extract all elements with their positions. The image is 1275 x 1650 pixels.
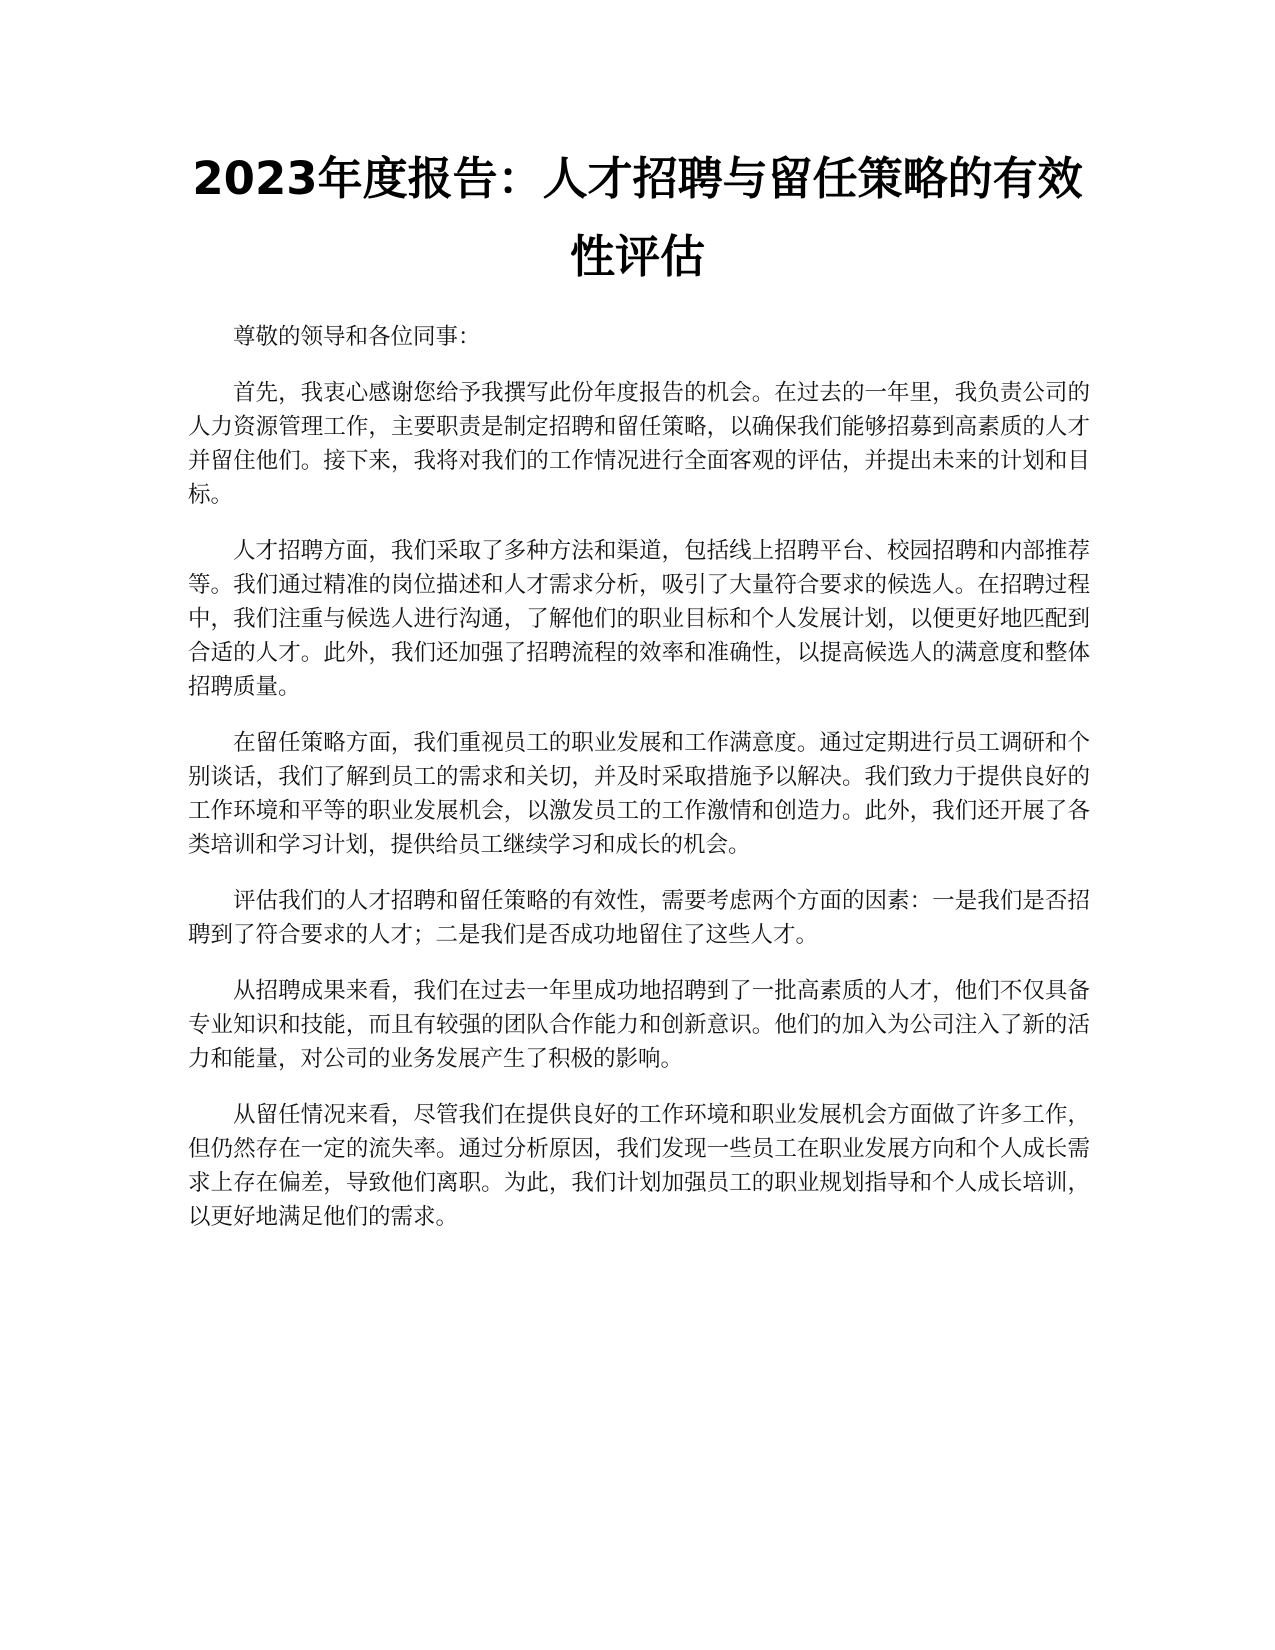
salutation: 尊敬的领导和各位同事： (233, 324, 481, 350)
paragraph-retention: 在留任策略方面，我们重视员工的职业发展和工作满意度。通过定期进行员工调研和个别谈话，我们了解到员工的需求和关切，并及时采取措施予以解决。我们致力于提供良好的工作环境和平等的职业发展机会，以激发员工的工作激情和创造力。此外，我们还开展了各类培训和学习计划，提供给员工继续学习和成长的机会。 (188, 730, 1090, 858)
paragraph-recruitment: 人才招聘方面，我们采取了多种方法和渠道，包括线上招聘平台、校园招聘和内部推荐等。我们通过精准的岗位描述和人才需求分析，吸引了大量符合要求的候选人。在招聘过程中，我们注重与候选人进行沟通，了解他们的职业目标和个人发展计划，以便更好地匹配到合适的人才。此外，我们还加强了招聘流程的效率和准确性，以提高候选人的满意度和整体招聘质量。 (188, 538, 1090, 700)
document-body (188, 320, 1090, 1256)
title-line-2: 性评估 (569, 230, 705, 283)
paragraph-introduction: 首先，我衷心感谢您给予我撰写此份年度报告的机会。在过去的一年里，我负责公司的人力资源管理工作，主要职责是制定招聘和留任策略，以确保我们能够招募到高素质的人才并留住他们。接下来，我将对我们的工作情况进行全面客观的评估，并提出未来的计划和目标。 (188, 380, 1090, 508)
paragraph-evaluation: 评估我们的人才招聘和留任策略的有效性，需要考虑两个方面的因素：一是我们是否招聘到了符合要求的人才；二是我们是否成功地留住了这些人才。 (188, 888, 1090, 948)
paragraph-retention-results: 从留任情况来看，尽管我们在提供良好的工作环境和职业发展机会方面做了许多工作，但仍然存在一定的流失率。通过分析原因，我们发现一些员工在职业发展方向和个人成长需求上存在偏差，导致他们离职。为此，我们计划加强员工的职业规划指导和个人成长培训，以更好地满足他们的需求。 (188, 1102, 1090, 1230)
document-title (170, 140, 1105, 296)
title-line-1: 2023年度报告：人才招聘与留任策略的有效 (192, 152, 1083, 205)
paragraph-recruitment-results: 从招聘成果来看，我们在过去一年里成功地招聘到了一批高素质的人才，他们不仅具备专业知识和技能，而且有较强的团队合作能力和创新意识。他们的加入为公司注入了新的活力和能量，对公司的业务发展产生了积极的影响。 (188, 978, 1090, 1072)
